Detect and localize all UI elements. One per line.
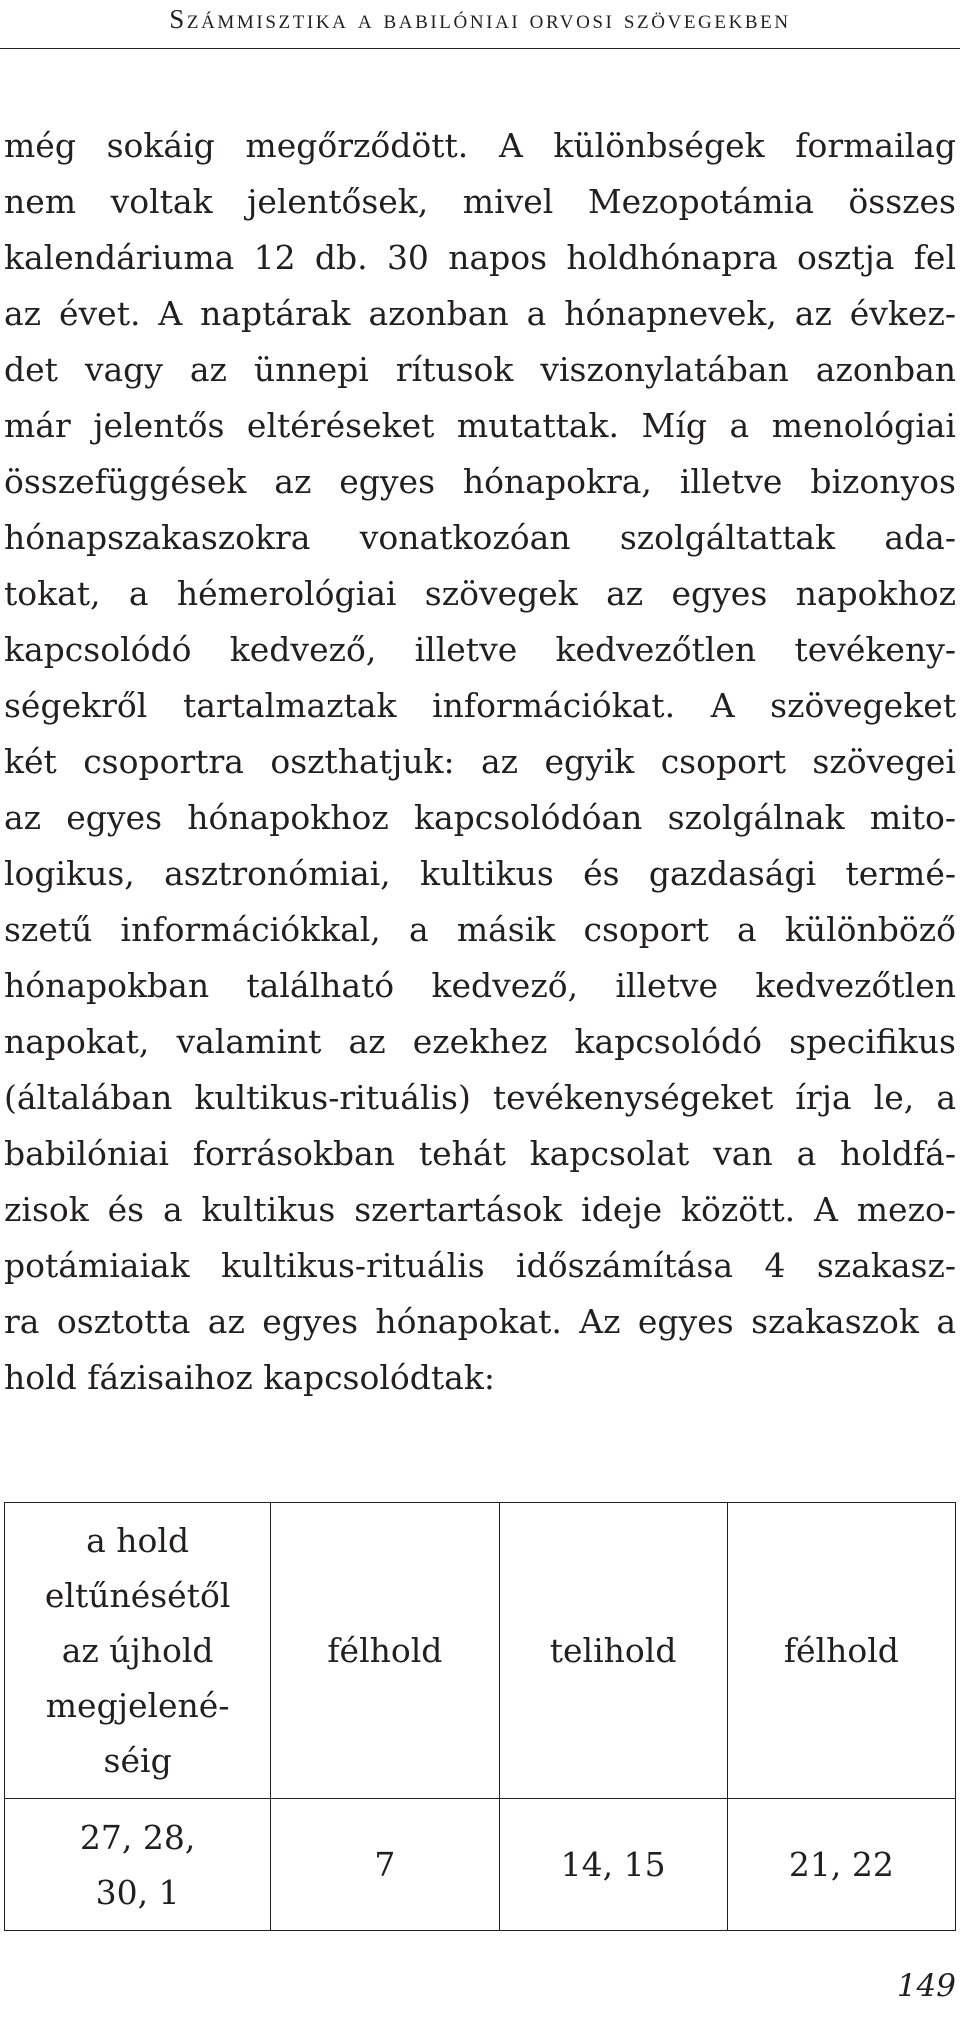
table-header-cell: a hold eltűnésétől az újhold megjelené- séig — [5, 1503, 271, 1799]
table-header-cell: félhold — [271, 1503, 499, 1799]
text-line: (általában kultikus-rituális) tevékenységeket írja le, a — [4, 1078, 956, 1117]
table-header-cell: félhold — [727, 1503, 955, 1799]
text-line: logikus, asztronómiai, kultikus és gazdasági termé- — [4, 854, 956, 893]
table-cell: 21, 22 — [727, 1799, 955, 1931]
text-line: hónapokban található kedvező, illetve kedvezőtlen — [4, 966, 956, 1005]
table-header-row — [5, 1503, 956, 1799]
table-header-cell: telihold — [499, 1503, 727, 1799]
text-line: két csoportra oszthatjuk: az egyik csoport szövegei — [4, 742, 956, 781]
text-line: babilóniai forrásokban tehát kapcsolat van a holdfá- — [4, 1134, 956, 1173]
text-line: hónapszakaszokra vonatkozóan szolgáltattak ada- — [4, 518, 956, 557]
table-cell: 14, 15 — [499, 1799, 727, 1931]
text-line: összefüggések az egyes hónapokra, illetve bizonyos — [4, 462, 956, 501]
text-line: szetű információkkal, a másik csoport a különböző — [4, 910, 956, 949]
text-line: ségekről tartalmaztak információkat. A szövegeket — [4, 686, 956, 725]
text-line: az évet. A naptárak azonban a hónapnevek, az évkez- — [4, 294, 956, 333]
page-number: 149 — [896, 1968, 956, 2004]
text-line: nem voltak jelentősek, mivel Mezopotámia összes — [4, 182, 956, 221]
running-header — [0, 0, 960, 52]
text-line: kapcsolódó kedvező, illetve kedvezőtlen tevékeny- — [4, 630, 956, 669]
text-line: már jelentős eltéréseket mutattak. Míg a menológiai — [4, 406, 956, 445]
text-line: tokat, a hémerológiai szövegek az egyes napokhoz — [4, 574, 956, 613]
table-cell: 7 — [271, 1799, 499, 1931]
body-paragraph — [4, 118, 956, 1406]
text-line: napokat, valamint az ezekhez kapcsolódó specifikus — [4, 1022, 956, 1061]
text-line: még sokáig megőrződött. A különbségek formailag — [4, 126, 956, 165]
text-line: az egyes hónapokhoz kapcsolódóan szolgálnak mito- — [4, 798, 956, 837]
table-cell: 27, 28, 30, 1 — [5, 1799, 271, 1931]
text-line: kalendáriuma 12 db. 30 napos holdhónapra osztja fel — [4, 238, 956, 277]
text-line: det vagy az ünnepi rítusok viszonylatában azonban — [4, 350, 956, 389]
moon-phase-table — [4, 1502, 956, 1930]
running-title: Számmisztika a babilóniai orvosi szövegekben — [169, 4, 791, 34]
text-line: potámiaiak kultikus-rituális időszámítása 4 szakasz- — [4, 1246, 956, 1285]
text-line: hold fázisaihoz kapcsolódtak: — [4, 1358, 495, 1397]
text-line: ra osztotta az egyes hónapokat. Az egyes szakaszok a — [4, 1302, 956, 1341]
header-rule — [0, 48, 960, 49]
table-row — [5, 1799, 956, 1931]
text-line: zisok és a kultikus szertartások ideje között. A mezo- — [4, 1190, 956, 1229]
